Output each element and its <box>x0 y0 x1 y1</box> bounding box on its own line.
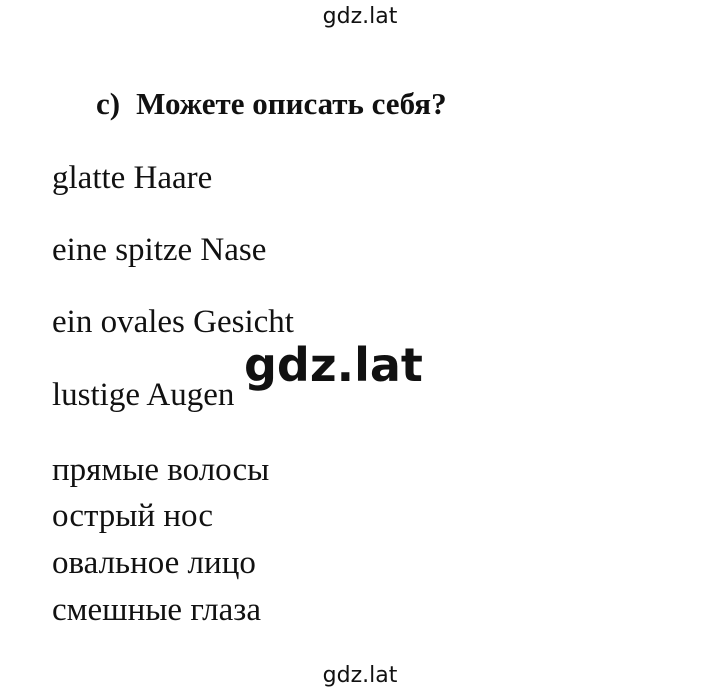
german-phrase: lustige Augen <box>52 377 235 413</box>
russian-translation: овальное лицо <box>52 545 256 581</box>
watermark-top: gdz.lat <box>322 4 398 29</box>
exercise-question: Можете описать себя? <box>136 86 447 121</box>
exercise-heading <box>96 86 447 122</box>
german-phrase: glatte Haare <box>52 160 213 196</box>
russian-translation: прямые волосы <box>52 452 270 488</box>
russian-translation: смешные глаза <box>52 592 261 628</box>
russian-translation: острый нос <box>52 498 214 534</box>
watermark-center: gdz.lat <box>244 338 423 392</box>
exercise-letter: c) <box>96 86 121 121</box>
watermark-bottom: gdz.lat <box>322 663 398 688</box>
german-phrase: ein ovales Gesicht <box>52 304 294 340</box>
german-phrase: eine spitze Nase <box>52 232 267 268</box>
